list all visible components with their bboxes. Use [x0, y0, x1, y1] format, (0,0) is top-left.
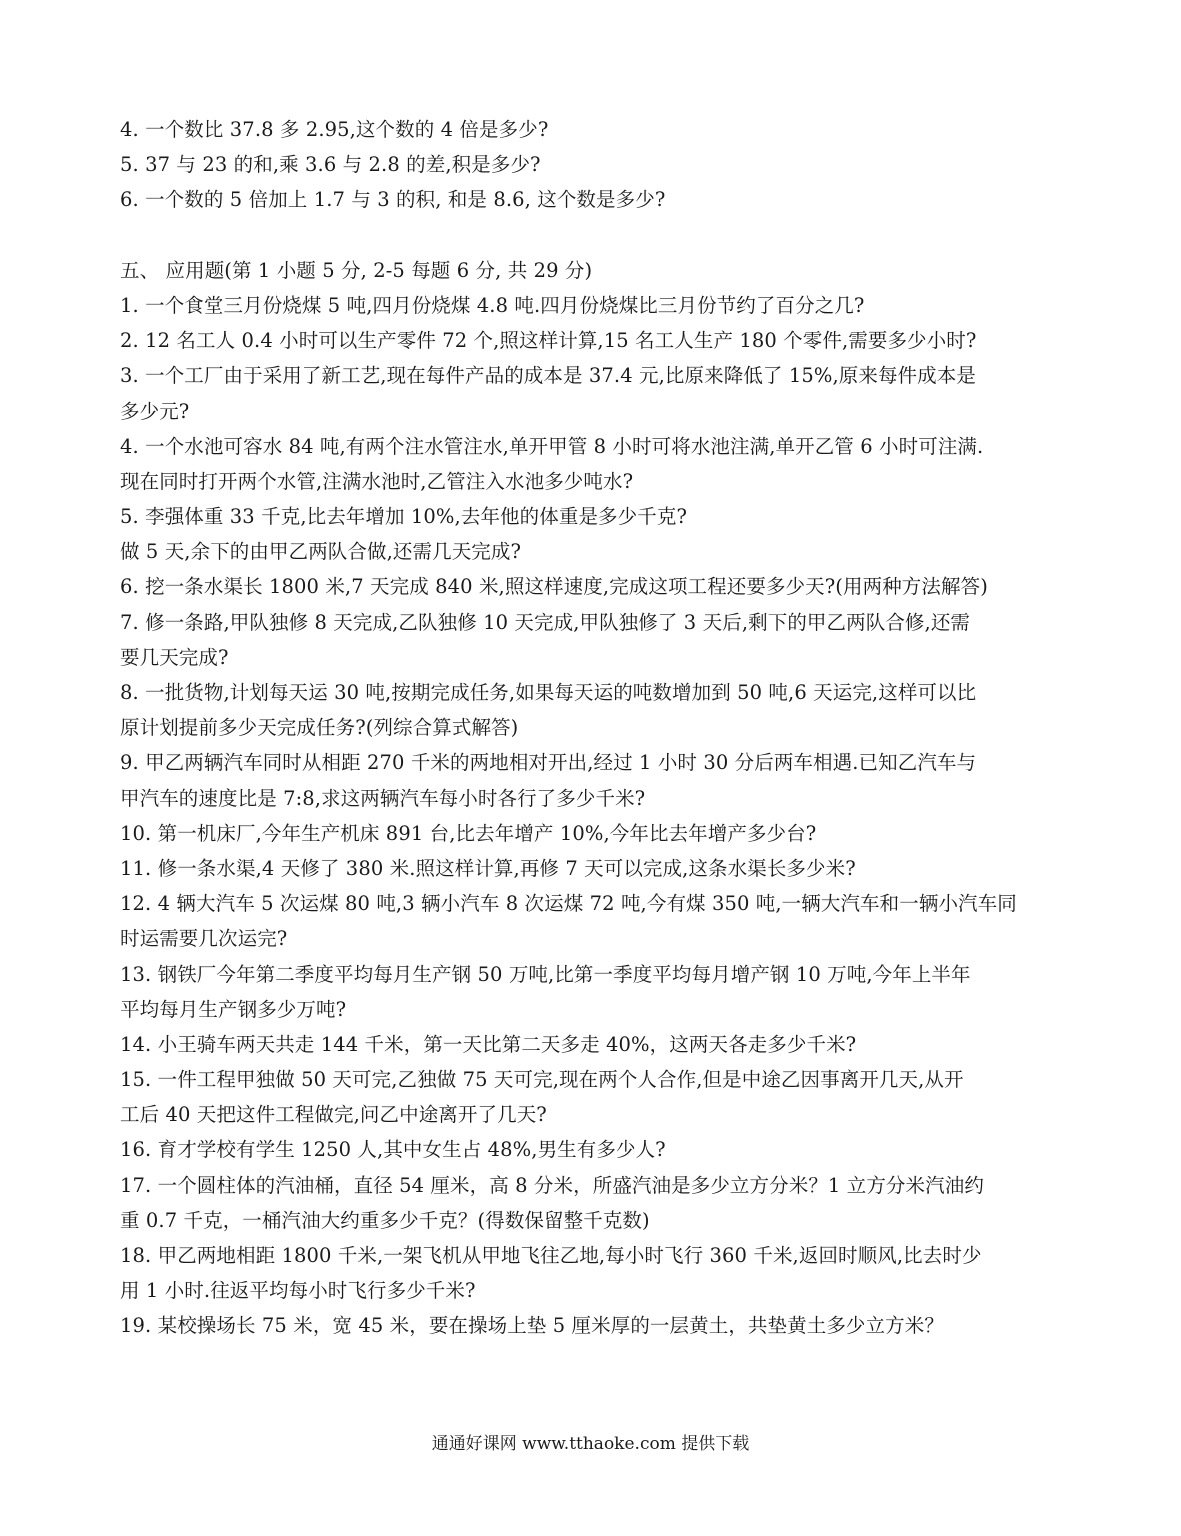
text-line: 7. 修一条路,甲队独修 8 天完成,乙队独修 10 天完成,甲队独修了 3 天后,剩下的甲乙两队合修,还需	[120, 610, 971, 634]
text-line: 6. 挖一条水渠长 1800 米,7 天完成 840 米,照这样速度,完成这项工程还要多少天?(用两种方法解答)	[120, 575, 988, 599]
text-line: 14. 小王骑车两天共走 144 千米，第一天比第二天多走 40%，这两天各走多少千米?	[120, 1032, 857, 1056]
text-line: 4. 一个数比 37.8 多 2.95,这个数的 4 倍是多少?	[120, 118, 549, 141]
text-line: 9. 甲乙两辆汽车同时从相距 270 千米的两地相对开出,经过 1 小时 30 分后两车相遇.已知乙汽车与	[120, 751, 977, 775]
text-line: 多少元?	[120, 399, 190, 423]
text-line: 1. 一个食堂三月份烧煤 5 吨,四月份烧煤 4.8 吨.四月份烧煤比三月份节约了百分之几?	[120, 293, 865, 317]
text-line: 6. 一个数的 5 倍加上 1.7 与 3 的积, 和是 8.6, 这个数是多少?	[120, 188, 666, 212]
text-line: 18. 甲乙两地相距 1800 千米,一架飞机从甲地飞往乙地,每小时飞行 360 千米,返回时顺风,比去时少	[120, 1244, 982, 1267]
page-footer: 通通好课网 www.tthaoke.com 提供下载	[431, 1434, 750, 1454]
text-line: 3. 一个工厂由于采用了新工艺,现在每件产品的成本是 37.4 元,比原来降低了 15%,原来每件成本是	[120, 364, 976, 388]
text-line: 15. 一件工程甲独做 50 天可完,乙独做 75 天可完,现在两个人合作,但是中途乙因事离开几天,从开	[120, 1068, 964, 1092]
text-line: 做 5 天,余下的由甲乙两队合做,还需几天完成?	[120, 540, 522, 564]
text-line: 19. 某校操场长 75 米，宽 45 米，要在操场上垫 5 厘米厚的一层黄土，共垫黄土多少立方米？	[120, 1314, 944, 1338]
text-body	[120, 112, 1065, 1344]
text-line: 2. 12 名工人 0.4 小时可以生产零件 72 个,照这样计算,15 名工人生产 180 个零件,需要多少小时?	[120, 329, 977, 353]
blank-line	[120, 218, 1065, 253]
text-line: 10. 第一机床厂,今年生产机床 891 台,比去年增产 10%,今年比去年增产多少台?	[120, 821, 817, 845]
text-line: 13. 钢铁厂今年第二季度平均每月生产钢 50 万吨,比第一季度平均每月增产钢 10 万吨,今年上半年	[120, 962, 971, 986]
text-line: 11. 修一条水渠,4 天修了 380 米.照这样计算,再修 7 天可以完成,这条水渠长多少米?	[120, 856, 856, 880]
text-line: 重 0.7 千克，一桶汽油大约重多少千克？(得数保留整千克数)	[120, 1208, 650, 1232]
text-line: 5. 37 与 23 的和,乘 3.6 与 2.8 的差,积是多少?	[120, 153, 541, 177]
text-line: 平均每月生产钢多少万吨?	[120, 997, 347, 1021]
text-line: 4. 一个水池可容水 84 吨,有两个注水管注水,单开甲管 8 小时可将水池注满,单开乙管 6 小时可注满.	[120, 434, 984, 458]
text-line: 工后 40 天把这件工程做完,问乙中途离开了几天?	[120, 1103, 547, 1127]
text-line: 五、 应用题(第 1 小题 5 分, 2-5 每题 6 分, 共 29 分)	[120, 258, 593, 282]
text-line: 现在同时打开两个水管,注满水池时,乙管注入水池多少吨水?	[120, 469, 634, 493]
text-line: 时运需要几次运完?	[120, 927, 288, 951]
text-line: 要几天完成?	[120, 645, 229, 669]
text-line: 甲汽车的速度比是 7:8,求这两辆汽车每小时各行了多少千米?	[120, 786, 646, 810]
text-line: 16. 育才学校有学生 1250 人,其中女生占 48%,男生有多少人?	[120, 1138, 666, 1162]
text-line: 17. 一个圆柱体的汽油桶，直径 54 厘米，高 8 分米，所盛汽油是多少立方分米？1 立方分米汽油约	[120, 1173, 984, 1197]
text-line: 12. 4 辆大汽车 5 次运煤 80 吨,3 辆小汽车 8 次运煤 72 吨,今有煤 350 吨,一辆大汽车和一辆小汽车同	[120, 892, 1017, 916]
text-line: 原计划提前多少天完成任务?(列综合算式解答)	[120, 716, 519, 740]
text-line: 用 1 小时.往返平均每小时飞行多少千米?	[120, 1279, 476, 1303]
text-line: 5. 李强体重 33 千克,比去年增加 10%,去年他的体重是多少千克?	[120, 505, 688, 529]
text-line: 8. 一批货物,计划每天运 30 吨,按期完成任务,如果每天运的吨数增加到 50 吨,6 天运完,这样可以比	[120, 681, 977, 704]
